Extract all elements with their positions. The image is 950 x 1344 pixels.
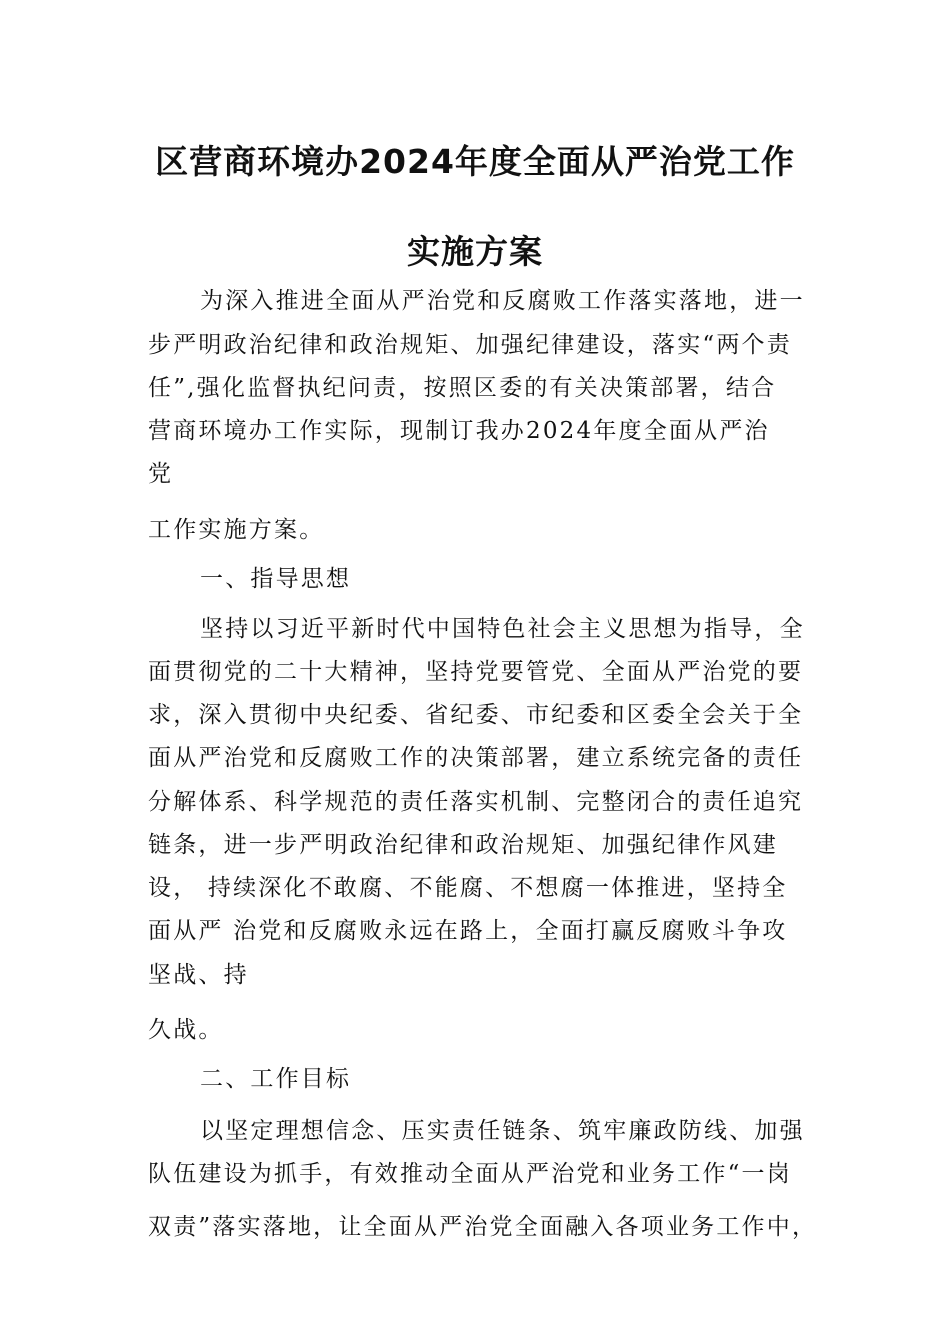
paragraph-guidance-line-9: 坚战、持 <box>148 962 249 988</box>
paragraph-intro-line-4: 营商环境办工作实际，现制订我办2024年度全面从严治 <box>148 418 770 444</box>
section-heading-2: 二、工作目标 <box>200 1066 352 1092</box>
paragraph-intro-line-2: 步严明政治纪律和政治规矩、加强纪律建设，落实“两个责 <box>148 332 792 358</box>
paragraph-guidance-line-10: 久战。 <box>148 1017 224 1043</box>
document-title-line-1: 区营商环境办2024年度全面从严治党工作 <box>155 142 795 181</box>
paragraph-guidance-line-4: 面从严治党和反腐败工作的决策部署，建立系统完备的责任 <box>148 745 804 771</box>
document-title-line-2: 实施方案 <box>407 232 543 271</box>
paragraph-intro-line-3: 任”,强化监督执纪问责，按照区委的有关决策部署，结合 <box>148 375 777 401</box>
paragraph-guidance-line-7: 设， 持续深化不敢腐、不能腐、不想腐一体推进，坚持全 <box>148 875 788 901</box>
paragraph-guidance-line-2: 面贯彻党的二十大精神，坚持党要管党、全面从严治党的要 <box>148 659 804 685</box>
section-heading-1: 一、指导思想 <box>200 566 352 592</box>
paragraph-goals-line-2: 队伍建设为抓手，有效推动全面从严治党和业务工作“一岗 <box>148 1161 792 1187</box>
paragraph-goals-line-1: 以坚定理想信念、压实责任链条、筑牢廉政防线、加强 <box>200 1118 805 1144</box>
paragraph-intro-line-5: 党 <box>148 461 174 487</box>
paragraph-goals-line-3: 双责”落实落地，让全面从严治党全面融入各项业务工作中， <box>148 1214 818 1240</box>
paragraph-intro-line-6: 工作实施方案。 <box>148 517 325 543</box>
paragraph-guidance-line-6: 链条，进一步严明政治纪律和政治规矩、加强纪律作风建 <box>148 832 778 858</box>
paragraph-guidance-line-5: 分解体系、科学规范的责任落实机制、完整闭合的责任追究 <box>148 789 804 815</box>
paragraph-guidance-line-8: 面从严 治党和反腐败永远在路上，全面打赢反腐败斗争攻 <box>148 918 788 944</box>
paragraph-intro-line-1: 为深入推进全面从严治党和反腐败工作落实落地，进一 <box>200 288 805 314</box>
paragraph-guidance-line-3: 求，深入贯彻中央纪委、省纪委、市纪委和区委全会关于全 <box>148 702 804 728</box>
paragraph-guidance-line-1: 坚持以习近平新时代中国特色社会主义思想为指导，全 <box>200 616 805 642</box>
